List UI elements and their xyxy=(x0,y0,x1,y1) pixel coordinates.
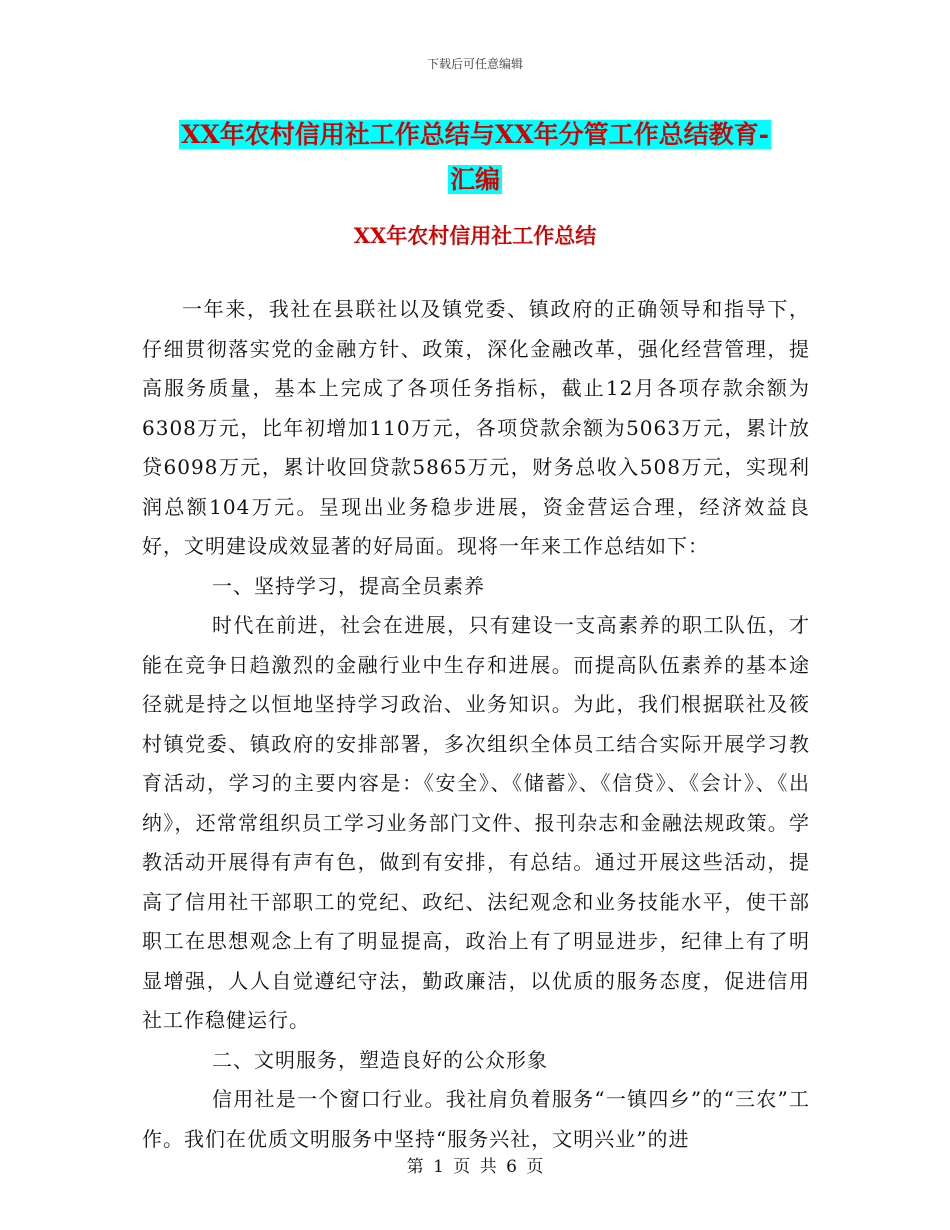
heading-service: 二、文明服务，塑造良好的公众形象 xyxy=(212,1047,548,1072)
paragraph-study: 时代在前进，社会在进展，只有建设一支高素养的职工队伍，才能在竞争日趋激烈的金融行业中生存和进展。而提高队伍素养的基本途径就是持之以恒地坚持学习政治、业务知识。为此，我们根据联社及筱村镇党委、镇政府的安排部署，多次组织全体员工结合实际开展学习教育活动，学习的主要内容是：《安全》、《储蓄》、《信贷》、《会计》、《出纳》，还常常组织员工学习业务部门文件、报刊杂志和金融法规政策。学教活动开展得有声有色，做到有安排，有总结。通过开展这些活动，提高了信用社干部职工的党纪、政纪、法纪观念和业务技能水平，使干部职工在思想观念上有了明显提高，政治上有了明显进步，纪律上有了明显增强，人人自觉遵纪守法，勤政廉洁，以优质的服务态度，促进信用社工作稳健运行。 xyxy=(142,613,810,1032)
paragraph-intro: 一年来，我社在县联社以及镇党委、镇政府的正确领导和指导下，仔细贯彻落实党的金融方针、政策，深化金融改革，强化经营管理，提高服务质量，基本上完成了各项任务指标，截止12月各项存款余额为6308万元，比年初增加110万元，各项贷款余额为5063万元，累计放贷6098万元，累计收回贷款5865万元，财务总收入508万元，实现利润总额104万元。呈现出业务稳步进展，资金营运合理，经济效益良好，文明建设成效显著的好局面。现将一年来工作总结如下： xyxy=(142,297,810,558)
section-title: XX年农村信用社工作总结 xyxy=(353,223,597,248)
header-note: 下载后可任意编辑 xyxy=(426,57,523,71)
document-title xyxy=(100,112,850,202)
document-title-line1: XX年农村信用社工作总结与XX年分管工作总结教育- xyxy=(181,120,769,149)
paragraph-service: 信用社是一个窗口行业。我社肩负着服务“一镇四乡”的“三农”工作。我们在优质文明服务中坚持“服务兴社，文明兴业”的进 xyxy=(142,1087,810,1151)
document-body xyxy=(142,290,810,1159)
page-footer: 第 1 页 共 6 页 xyxy=(406,1157,544,1177)
document-title-line2: 汇编 xyxy=(449,165,500,194)
heading-study: 一、坚持学习，提高全员素养 xyxy=(212,573,485,598)
